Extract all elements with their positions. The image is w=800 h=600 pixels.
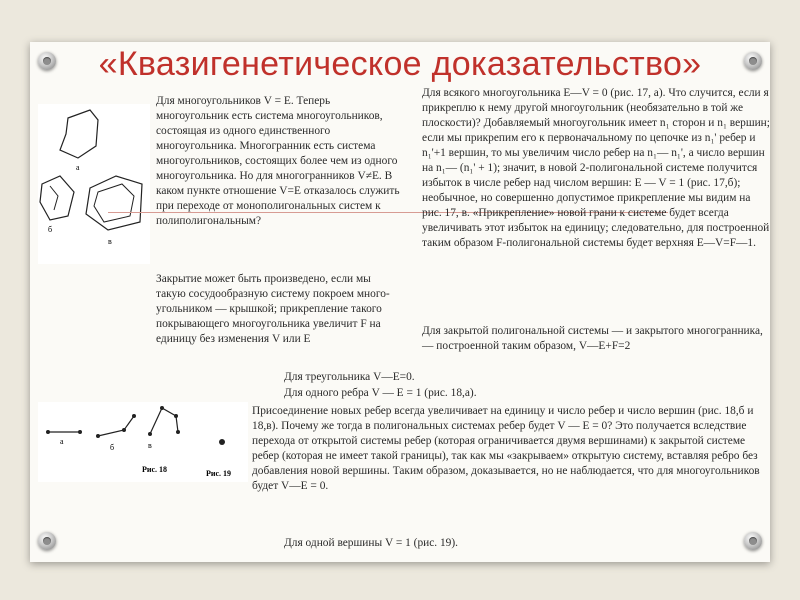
- fig17a-polygon: [60, 110, 98, 158]
- figure-17-drawing: [38, 104, 150, 264]
- figure-18-19: [38, 402, 248, 482]
- fig17a-label: а: [76, 163, 80, 172]
- right-paragraph-2: Для закрытой полигональной системы — и закрытого многогранника,— построенной таким образом, V—E+F=2: [422, 325, 763, 352]
- right-paragraph-1: Для всякого многоугольника E—V = 0 (рис. 17, а). Что случится, если я прикреплю к нему другой многоугольник (необязательно в той же плоскости)? Добавляемый многоугольник имеет n₁ сторон и n₁ вершин; если мы прикрепим его к первоначальному по цепочке из n₁' ребер и n₁'+1 вершин, то мы увеличим число ребер на n₁— n₁', а число вершин на n₁— (n₁' + 1); значит, в новой 2-полигональной системе получится избыток в числе ребер над числом вершин: E — V = 1 (рис. 17,б); необычное, но совершенно допустимое прикрепление мы видим на рис. 17, в. «Прикрепление» новой грани к системе будет всегда увеличивать этот избыток на единицу; следовательно, для построенной таким образом F-полигональной системы будет верхняя E—V=F—1.: [422, 87, 770, 249]
- bottom-line-1: Для треугольника V—E=0.: [284, 371, 415, 383]
- slide-title: «Квазигенетическое доказательство»: [98, 45, 702, 83]
- fig18a-vertex: [46, 430, 50, 434]
- fig17b-inner: [50, 186, 58, 210]
- fig18b-vertex: [132, 414, 136, 418]
- fig18c-vertex: [174, 414, 178, 418]
- left-paragraph-1: Для многоугольников V = E. Теперь многоугольник есть система многоугольников, состоящая из одного единственного многоугольника. Многогранник есть система многоугольников, состоящих более чем из одного многоугольника. Но для многогранников V≠E. В каком пункте отношение V=E отказалось служить при переходе от монополигональных систем к полиполигональным?: [156, 95, 400, 227]
- pin-icon: [744, 532, 762, 550]
- fig17b-label: б: [48, 225, 53, 234]
- fig18b-edges: [98, 416, 134, 436]
- fig18b-label: б: [110, 443, 115, 452]
- fig18a-vertex: [78, 430, 82, 434]
- fig18b-vertex: [122, 428, 126, 432]
- figure-18-19-drawing: [38, 402, 248, 482]
- fig18c-edges: [150, 408, 178, 434]
- bottom-paragraph: Присоединение новых ребер всегда увеличивает на единицу и число ребер и число вершин (рис. 18,б и 18,в). Почему же тогда в полигональных системах ребер будет V — E = 0? Это получается вследствие перехода от открытой системы ребер (которая ограничивается двумя вершинами) к закрытой системе ребер (которая не имеет такой границы), так как мы «закрываем» открытую систему, вставляя ребро без добавления новой вершины. Таким образом, доказывается, но не наблюдается, что для многоугольников будет V—E = 0.: [252, 405, 760, 492]
- fig19-vertex: [219, 439, 225, 445]
- figure-17: [38, 104, 150, 264]
- fig19-caption: Рис. 19: [206, 469, 232, 478]
- fig18c-vertex: [160, 406, 164, 410]
- fig18a-label: а: [60, 437, 64, 446]
- fig18c-vertex: [176, 430, 180, 434]
- fig17c-polygon-2: [94, 184, 134, 222]
- bottom-line-last: Для одной вершины V = 1 (рис. 19).: [284, 537, 459, 549]
- fig18c-label: в: [148, 441, 152, 450]
- pin-icon: [38, 532, 56, 550]
- fig18b-vertex: [96, 434, 100, 438]
- left-paragraph-2: Закрытие может быть произведено, если мы такую сосудообразную систему покроем много-угольником — крышкой; прикрепление такого покрывающего многоугольника увеличит F на единицу без изменения V или E: [156, 273, 390, 345]
- fig18c-vertex: [148, 432, 152, 436]
- fig18-caption: Рис. 18: [142, 465, 168, 474]
- bottom-line-2: Для одного ребра V — E = 1 (рис. 18,а).: [284, 387, 477, 399]
- fig17c-label: в: [108, 237, 112, 246]
